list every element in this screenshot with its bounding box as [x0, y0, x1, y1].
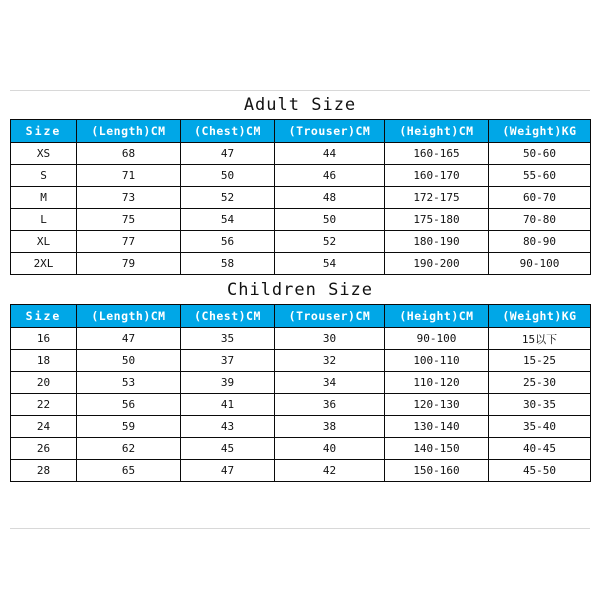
children-size-title: Children Size — [226, 280, 374, 300]
cell-length: 71 — [77, 165, 181, 187]
cell-size: XL — [11, 231, 77, 253]
children-header-size: Size — [11, 305, 77, 328]
cell-height: 90-100 — [385, 328, 489, 350]
cell-size: 2XL — [11, 253, 77, 275]
cell-height: 100-110 — [385, 350, 489, 372]
cell-chest: 54 — [181, 209, 275, 231]
cell-height: 175-180 — [385, 209, 489, 231]
cell-weight: 55-60 — [489, 165, 591, 187]
cell-chest: 58 — [181, 253, 275, 275]
cell-weight: 45-50 — [489, 460, 591, 482]
cell-length: 77 — [77, 231, 181, 253]
cell-trouser: 36 — [275, 394, 385, 416]
size-chart-container — [10, 92, 590, 482]
cell-chest: 41 — [181, 394, 275, 416]
children-header-length: (Length)CM — [77, 305, 181, 328]
cell-size: 16 — [11, 328, 77, 350]
cell-weight: 25-30 — [489, 372, 591, 394]
adult-header-size: Size — [11, 120, 77, 143]
cell-length: 62 — [77, 438, 181, 460]
cell-chest: 39 — [181, 372, 275, 394]
table-row — [11, 187, 591, 209]
table-row — [11, 350, 591, 372]
cell-size: 28 — [11, 460, 77, 482]
adult-header-length: (Length)CM — [77, 120, 181, 143]
cell-weight: 35-40 — [489, 416, 591, 438]
table-row — [11, 253, 591, 275]
cell-chest: 43 — [181, 416, 275, 438]
table-row — [11, 416, 591, 438]
table-row — [11, 143, 591, 165]
adult-header-weight: (Weight)KG — [489, 120, 591, 143]
cell-trouser: 30 — [275, 328, 385, 350]
cell-weight: 30-35 — [489, 394, 591, 416]
adult-header-height: (Height)CM — [385, 120, 489, 143]
cell-trouser: 42 — [275, 460, 385, 482]
children-header-trouser: (Trouser)CM — [275, 305, 385, 328]
cell-chest: 50 — [181, 165, 275, 187]
cell-size: XS — [11, 143, 77, 165]
cell-height: 160-170 — [385, 165, 489, 187]
cell-weight: 15以下 — [489, 328, 591, 350]
table-row — [11, 438, 591, 460]
cell-trouser: 46 — [275, 165, 385, 187]
table-row — [11, 231, 591, 253]
cell-size: 24 — [11, 416, 77, 438]
table-row — [11, 372, 591, 394]
cell-chest: 37 — [181, 350, 275, 372]
cell-height: 130-140 — [385, 416, 489, 438]
cell-trouser: 38 — [275, 416, 385, 438]
cell-height: 150-160 — [385, 460, 489, 482]
cell-length: 53 — [77, 372, 181, 394]
table-row — [11, 328, 591, 350]
cell-length: 65 — [77, 460, 181, 482]
bottom-divider — [10, 528, 590, 529]
cell-weight: 60-70 — [489, 187, 591, 209]
cell-height: 160-165 — [385, 143, 489, 165]
cell-length: 68 — [77, 143, 181, 165]
cell-trouser: 52 — [275, 231, 385, 253]
cell-weight: 50-60 — [489, 143, 591, 165]
cell-height: 110-120 — [385, 372, 489, 394]
cell-trouser: 32 — [275, 350, 385, 372]
cell-trouser: 48 — [275, 187, 385, 209]
cell-trouser: 34 — [275, 372, 385, 394]
cell-length: 75 — [77, 209, 181, 231]
adult-table-header-row — [11, 120, 591, 143]
cell-length: 47 — [77, 328, 181, 350]
cell-chest: 47 — [181, 460, 275, 482]
cell-length: 79 — [77, 253, 181, 275]
cell-weight: 40-45 — [489, 438, 591, 460]
cell-size: 18 — [11, 350, 77, 372]
cell-size: 20 — [11, 372, 77, 394]
cell-height: 120-130 — [385, 394, 489, 416]
cell-size: L — [11, 209, 77, 231]
children-size-table — [10, 304, 591, 482]
cell-length: 56 — [77, 394, 181, 416]
table-row — [11, 394, 591, 416]
cell-size: S — [11, 165, 77, 187]
cell-size: 26 — [11, 438, 77, 460]
table-row — [11, 165, 591, 187]
table-row — [11, 460, 591, 482]
cell-chest: 47 — [181, 143, 275, 165]
children-header-chest: (Chest)CM — [181, 305, 275, 328]
adult-size-table — [10, 119, 591, 275]
cell-chest: 45 — [181, 438, 275, 460]
cell-chest: 52 — [181, 187, 275, 209]
cell-size: 22 — [11, 394, 77, 416]
cell-weight: 80-90 — [489, 231, 591, 253]
cell-trouser: 50 — [275, 209, 385, 231]
adult-size-title: Adult Size — [243, 95, 357, 115]
cell-size: M — [11, 187, 77, 209]
top-divider — [10, 90, 590, 91]
cell-trouser: 54 — [275, 253, 385, 275]
cell-weight: 90-100 — [489, 253, 591, 275]
cell-height: 172-175 — [385, 187, 489, 209]
children-table-header-row — [11, 305, 591, 328]
cell-length: 50 — [77, 350, 181, 372]
cell-height: 140-150 — [385, 438, 489, 460]
cell-chest: 56 — [181, 231, 275, 253]
cell-trouser: 40 — [275, 438, 385, 460]
cell-trouser: 44 — [275, 143, 385, 165]
cell-length: 59 — [77, 416, 181, 438]
cell-weight: 70-80 — [489, 209, 591, 231]
adult-header-chest: (Chest)CM — [181, 120, 275, 143]
cell-weight: 15-25 — [489, 350, 591, 372]
cell-length: 73 — [77, 187, 181, 209]
table-row — [11, 209, 591, 231]
cell-height: 180-190 — [385, 231, 489, 253]
children-header-height: (Height)CM — [385, 305, 489, 328]
cell-height: 190-200 — [385, 253, 489, 275]
cell-chest: 35 — [181, 328, 275, 350]
children-header-weight: (Weight)KG — [489, 305, 591, 328]
adult-header-trouser: (Trouser)CM — [275, 120, 385, 143]
